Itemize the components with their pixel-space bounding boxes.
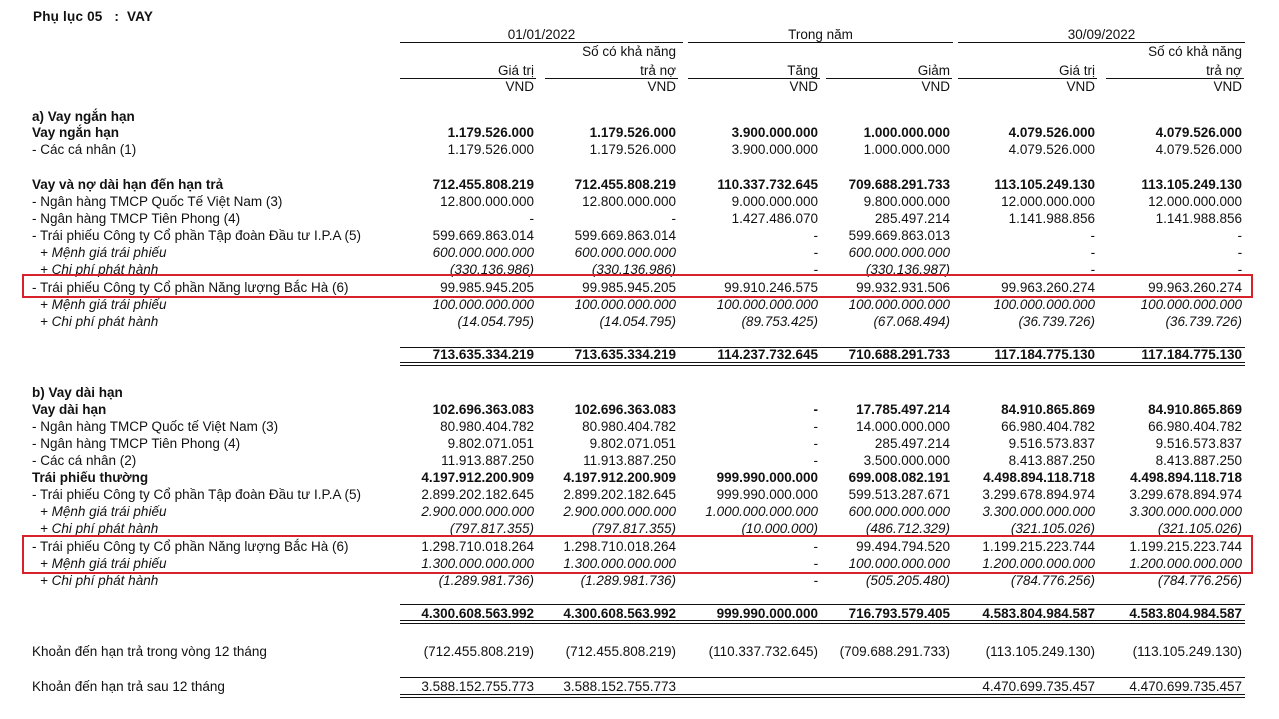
row-label: - Ngân hàng TMCP Quốc tế Việt Nam (3) (32, 419, 279, 434)
cell-value: 1.179.526.000 (447, 142, 534, 157)
cell-value: 285.497.214 (874, 436, 950, 451)
cell-value: 2.899.202.182.645 (421, 487, 534, 502)
cell-value: - (813, 402, 818, 417)
cell-value: - (1090, 262, 1095, 277)
col-header-value-close: Giá trị (1058, 63, 1095, 78)
cell-value: - (813, 556, 818, 571)
row-label: Trái phiếu thường (32, 470, 149, 485)
cell-value: 600.000.000.000 (848, 504, 950, 519)
page-title: Phụ lục 05 : VAY (33, 9, 154, 24)
cell-value: - (813, 228, 818, 243)
cell-value: 600.000.000.000 (574, 245, 676, 260)
cell-value: (321.105.026) (1157, 521, 1242, 536)
cell-value: 1.300.000.000.000 (563, 556, 676, 571)
cell-value: 8.413.887.250 (1008, 453, 1095, 468)
table-row (0, 193, 1279, 210)
cell-value: - (813, 419, 818, 434)
cell-value: (67.068.494) (873, 314, 950, 329)
cell-value: 80.980.404.782 (582, 419, 676, 434)
cell-value: - (1237, 228, 1242, 243)
cell-value: 285.497.214 (874, 211, 950, 226)
table-row (0, 418, 1279, 435)
cell-value: 12.000.000.000 (1001, 194, 1095, 209)
cell-value: 113.105.249.130 (994, 177, 1095, 192)
cell-value: - (813, 453, 818, 468)
cell-value: (797.817.355) (449, 521, 534, 536)
cell-value: - (1237, 262, 1242, 277)
row-label: - Ngân hàng TMCP Tiên Phong (4) (32, 436, 241, 451)
cell-value: 84.910.865.869 (1148, 402, 1242, 417)
cell-value: 1.199.215.223.744 (1129, 539, 1242, 554)
row-label: + Chi phí phát hành (40, 262, 159, 277)
cell-value: 999.990.000.000 (716, 606, 818, 621)
cell-value: (36.739.726) (1018, 314, 1095, 329)
cell-value: 100.000.000.000 (848, 297, 950, 312)
cell-value: 100.000.000.000 (1140, 297, 1242, 312)
cell-value: 3.299.678.894.974 (1129, 487, 1242, 502)
group-header-closing: 30/09/2022 (1067, 27, 1136, 42)
cell-value: 100.000.000.000 (574, 297, 676, 312)
row-label: Vay dài hạn (32, 402, 107, 417)
cell-value: 599.669.863.014 (574, 228, 676, 243)
cell-value: 4.079.526.000 (1008, 125, 1095, 140)
cell-value: 80.980.404.782 (440, 419, 534, 434)
table-row (0, 401, 1279, 418)
cell-value: 17.785.497.214 (856, 402, 950, 417)
cell-value: 3.500.000.000 (863, 453, 950, 468)
cell-value: (36.739.726) (1165, 314, 1242, 329)
row-label: - Ngân hàng TMCP Quốc Tế Việt Nam (3) (32, 194, 283, 209)
cell-value: 1.427.486.070 (731, 211, 818, 226)
cell-value: 99.932.931.506 (856, 280, 950, 295)
unit-label: VND (789, 79, 818, 94)
cell-value: 1.179.526.000 (589, 125, 676, 140)
cell-value: (784.776.256) (1010, 573, 1095, 588)
table-row (0, 643, 1279, 660)
cell-value: 4.498.894.118.718 (1130, 470, 1242, 485)
cell-value: 1.298.710.018.264 (563, 539, 676, 554)
cell-value: 12.000.000.000 (1148, 194, 1242, 209)
cell-value: 1.298.710.018.264 (421, 539, 534, 554)
group-rule-movement (688, 42, 953, 43)
col-header-increase: Tăng (787, 63, 818, 78)
subtotal-rule-a (400, 347, 1245, 348)
cell-value: 8.413.887.250 (1155, 453, 1242, 468)
cell-value: 4.079.526.000 (1155, 125, 1242, 140)
cell-value: (10.000.000) (741, 521, 818, 536)
cell-value: (321.105.026) (1010, 521, 1095, 536)
cell-value: 3.588.152.755.773 (563, 679, 676, 694)
table-row (0, 452, 1279, 469)
cell-value: - (1090, 245, 1095, 260)
cell-value: 84.910.865.869 (1001, 402, 1095, 417)
cell-value: (14.054.795) (599, 314, 676, 329)
row-label: + Chi phí phát hành (40, 314, 159, 329)
cell-value: (1.289.981.736) (580, 573, 676, 588)
cell-value: 1.179.526.000 (589, 142, 676, 157)
cell-value: 712.455.808.219 (432, 177, 534, 192)
cell-value: - (813, 436, 818, 451)
cell-value: 1.199.215.223.744 (982, 539, 1095, 554)
cell-value: (505.205.480) (865, 573, 950, 588)
row-label: - Ngân hàng TMCP Tiên Phong (4) (32, 211, 241, 226)
cell-value: 1.179.526.000 (447, 125, 534, 140)
cell-value: 712.455.808.219 (574, 177, 676, 192)
cell-value: 3.900.000.000 (731, 125, 818, 140)
cell-value: 4.470.699.735.457 (982, 679, 1095, 694)
cell-value: 4.079.526.000 (1008, 142, 1095, 157)
cell-value: 710.688.291.733 (848, 347, 950, 362)
cell-value: 9.516.573.837 (1008, 436, 1095, 451)
table-row (0, 572, 1279, 589)
cell-value: 102.696.363.083 (574, 402, 676, 417)
cell-value: 14.000.000.000 (856, 419, 950, 434)
row-label: - Các cá nhân (2) (32, 453, 137, 468)
cell-value: (89.753.425) (741, 314, 818, 329)
cell-value: 99.494.794.520 (856, 539, 950, 554)
cell-value: 999.990.000.000 (716, 470, 818, 485)
row-label: + Mệnh giá trái phiếu (40, 504, 167, 519)
cell-value: (712.455.808.219) (565, 644, 676, 659)
col-header-repayable-open-line1: Số có khả năng (582, 44, 676, 59)
cell-value: 66.980.404.782 (1148, 419, 1242, 434)
cell-value: 3.299.678.894.974 (982, 487, 1095, 502)
total-double-rule-b (400, 620, 1245, 624)
table-row (0, 141, 1279, 158)
cell-value: (330.136.986) (591, 262, 676, 277)
col-header-repayable-close-line1: Số có khả năng (1148, 44, 1242, 59)
highlight-bac-ha-short-term (22, 274, 1253, 298)
cell-value: 3.300.000.000.000 (1129, 504, 1242, 519)
cell-value: - (529, 211, 534, 226)
cell-value: 110.337.732.645 (717, 177, 818, 192)
cell-value: (784.776.256) (1157, 573, 1242, 588)
cell-value: 9.802.071.051 (447, 436, 534, 451)
cell-value: - (813, 573, 818, 588)
cell-value: 9.802.071.051 (589, 436, 676, 451)
cell-value: 11.913.887.250 (441, 453, 534, 468)
cell-value: 12.800.000.000 (582, 194, 676, 209)
table-row (0, 486, 1279, 503)
row-label: - Trái phiếu Công ty Cổ phần Tập đoàn Đầu tư I.P.A (5) (32, 487, 361, 502)
row-label: + Mệnh giá trái phiếu (40, 245, 167, 260)
cell-value: 9.000.000.000 (731, 194, 818, 209)
cell-value: 2.900.000.000.000 (563, 504, 676, 519)
cell-value: 4.300.608.563.992 (421, 606, 534, 621)
cell-value: 99.985.945.205 (582, 280, 676, 295)
col-header-value-open: Giá trị (497, 63, 534, 78)
row-label: - Các cá nhân (1) (32, 142, 137, 157)
cell-value: (330.136.987) (865, 262, 950, 277)
col-header-repayable-open-line2: trả nợ (640, 63, 676, 78)
cell-value: 599.513.287.671 (848, 487, 950, 502)
cell-value: 114.237.732.645 (717, 347, 818, 362)
cell-value: 599.669.863.013 (848, 228, 950, 243)
group-header-movement: Trong năm (788, 27, 853, 42)
row-label: a) Vay ngắn hạn (32, 109, 135, 124)
row-label: Vay ngắn hạn (32, 125, 120, 140)
cell-value: (797.817.355) (591, 521, 676, 536)
table-row (0, 346, 1279, 363)
cell-value: 100.000.000.000 (848, 556, 950, 571)
cell-value: 9.516.573.837 (1155, 436, 1242, 451)
cell-value: (113.105.249.130) (1132, 644, 1242, 659)
col-header-repayable-close-line2: trả nợ (1206, 63, 1242, 78)
cell-value: 4.498.894.118.718 (983, 470, 1095, 485)
cell-value: 117.184.775.130 (994, 347, 1095, 362)
row-label: + Mệnh giá trái phiếu (40, 556, 167, 571)
unit-label: VND (1213, 79, 1242, 94)
cell-value: 713.635.334.219 (432, 347, 534, 362)
cell-value: 11.913.887.250 (583, 453, 676, 468)
cell-value: 999.990.000.000 (716, 487, 818, 502)
row-label: + Chi phí phát hành (40, 573, 159, 588)
cell-value: (1.289.981.736) (438, 573, 534, 588)
cell-value: 117.184.775.130 (1141, 347, 1242, 362)
cell-value: 4.583.804.984.587 (982, 606, 1095, 621)
cell-value: 66.980.404.782 (1001, 419, 1095, 434)
table-row (0, 108, 1279, 125)
unit-label: VND (1066, 79, 1095, 94)
cell-value: - (1090, 228, 1095, 243)
unit-label: VND (647, 79, 676, 94)
row-label: b) Vay dài hạn (32, 385, 123, 400)
table-row (0, 244, 1279, 261)
cell-value: 1.300.000.000.000 (421, 556, 534, 571)
cell-value: - (1237, 245, 1242, 260)
cell-value: 102.696.363.083 (432, 402, 534, 417)
table-row (0, 210, 1279, 227)
cell-value: 713.635.334.219 (574, 347, 676, 362)
cell-value: 4.470.699.735.457 (1129, 679, 1242, 694)
table-row (0, 678, 1279, 695)
table-row (0, 469, 1279, 486)
cell-value: 3.588.152.755.773 (421, 679, 534, 694)
cell-value: 3.300.000.000.000 (982, 504, 1095, 519)
cell-value: 113.105.249.130 (1141, 177, 1242, 192)
cell-value: 600.000.000.000 (432, 245, 534, 260)
table-row (0, 176, 1279, 193)
cell-value: (113.105.249.130) (985, 644, 1095, 659)
group-header-opening: 01/01/2022 (507, 27, 576, 42)
unit-label: VND (505, 79, 534, 94)
cell-value: 600.000.000.000 (848, 245, 950, 260)
cell-value: 4.197.912.200.909 (421, 470, 534, 485)
cell-value: 99.963.260.274 (1148, 280, 1242, 295)
cell-value: 100.000.000.000 (993, 297, 1095, 312)
cell-value: 3.900.000.000 (731, 142, 818, 157)
table-row (0, 435, 1279, 452)
cell-value: 99.910.246.575 (724, 280, 818, 295)
total-double-rule-a (400, 362, 1245, 366)
cell-value: 699.008.082.191 (848, 470, 950, 485)
cell-value: 4.583.804.984.587 (1129, 606, 1242, 621)
table-row (0, 384, 1279, 401)
cell-value: 1.141.988.856 (1155, 211, 1242, 226)
cell-value: - (813, 539, 818, 554)
row-label: + Mệnh giá trái phiếu (40, 297, 167, 312)
cell-value: (709.688.291.733) (839, 644, 950, 659)
table-row (0, 313, 1279, 330)
cell-value: 1.200.000.000.000 (982, 556, 1095, 571)
subtotal-rule-b (400, 604, 1245, 605)
cell-value: 1.200.000.000.000 (1129, 556, 1242, 571)
table-row (0, 296, 1279, 313)
highlight-bac-ha-long-term (22, 535, 1253, 574)
cell-value: 4.300.608.563.992 (563, 606, 676, 621)
cell-value: 709.688.291.733 (848, 177, 950, 192)
row-label: Vay và nợ dài hạn đến hạn trả (32, 177, 224, 192)
cell-value: 99.963.260.274 (1001, 280, 1095, 295)
cell-value: (330.136.986) (449, 262, 534, 277)
cell-value: 12.800.000.000 (440, 194, 534, 209)
cell-value: 599.669.863.014 (432, 228, 534, 243)
row-label: - Trái phiếu Công ty Cổ phần Năng lượng Bắc Hà (6) (32, 539, 349, 554)
table-row (0, 124, 1279, 141)
cell-value: 99.985.945.205 (440, 280, 534, 295)
row-label: Khoản đến hạn trả trong vòng 12 tháng (32, 644, 267, 659)
table-row (0, 503, 1279, 520)
row-label: - Trái phiếu Công ty Cổ phần Tập đoàn Đầu tư I.P.A (5) (32, 228, 361, 243)
cell-value: - (813, 262, 818, 277)
cell-value: (14.054.795) (457, 314, 534, 329)
cell-value: 716.793.579.405 (848, 606, 950, 621)
cell-value: 1.141.988.856 (1008, 211, 1095, 226)
cell-value: 4.079.526.000 (1155, 142, 1242, 157)
cell-value: 1.000.000.000.000 (705, 504, 818, 519)
table-row (0, 227, 1279, 244)
cell-value: (486.712.329) (865, 521, 950, 536)
cell-value: 4.197.912.200.909 (563, 470, 676, 485)
row-label: - Trái phiếu Công ty Cổ phần Năng lượng Bắc Hà (6) (32, 280, 349, 295)
cell-value: - (813, 245, 818, 260)
cell-value: 100.000.000.000 (432, 297, 534, 312)
final-top-rule (400, 677, 1245, 678)
cell-value: 9.800.000.000 (863, 194, 950, 209)
row-label: + Chi phí phát hành (40, 521, 159, 536)
col-header-decrease: Giảm (917, 63, 950, 78)
cell-value: 1.000.000.000 (863, 142, 950, 157)
unit-label: VND (921, 79, 950, 94)
cell-value: (712.455.808.219) (423, 644, 534, 659)
row-label: Khoản đến hạn trả sau 12 tháng (32, 679, 225, 694)
cell-value: 2.900.000.000.000 (421, 504, 534, 519)
final-double-rule (400, 694, 1245, 698)
cell-value: 2.899.202.182.645 (563, 487, 676, 502)
cell-value: 1.000.000.000 (863, 125, 950, 140)
cell-value: - (671, 211, 676, 226)
cell-value: (110.337.732.645) (708, 644, 818, 659)
cell-value: 100.000.000.000 (716, 297, 818, 312)
